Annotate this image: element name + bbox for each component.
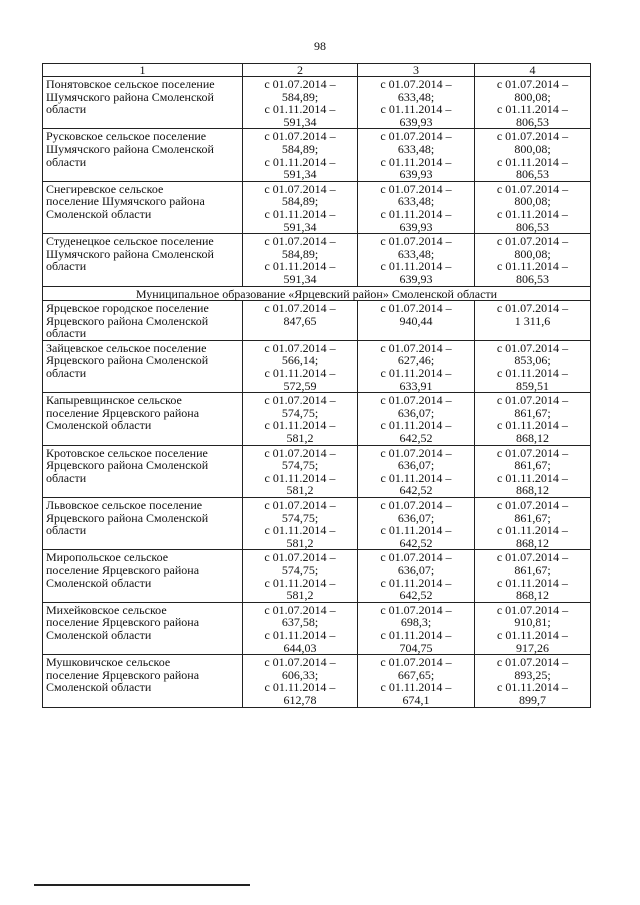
- cell-line: с 01.11.2014 –: [380, 470, 452, 485]
- cell-line: Ярцевского района Смоленской: [46, 353, 209, 368]
- settlement-name-cell: [43, 234, 243, 286]
- tariff-table: [42, 63, 591, 708]
- value-cell-col4: [475, 181, 591, 233]
- cell-line: с 01.07.2014 –: [380, 602, 452, 617]
- cell-line: 639,93: [399, 167, 433, 182]
- cell-line: 940,44: [399, 313, 433, 328]
- column-header-1: 1: [43, 64, 243, 77]
- value-cell-col4: [475, 550, 591, 602]
- table-row: [43, 445, 591, 497]
- rows-shumyachsky: [43, 77, 591, 287]
- cell-line: с 01.07.2014 –: [496, 340, 569, 355]
- cell-line: с 01.07.2014 –: [496, 129, 569, 144]
- cell-line: 581,2: [286, 535, 314, 550]
- cell-line: 642,52: [399, 431, 433, 446]
- value-cell-col3: [358, 129, 475, 181]
- cell-line: 574,75;: [281, 562, 319, 577]
- cell-line: Кротовское сельское поселение: [46, 445, 208, 460]
- cell-line: с 01.11.2014 –: [497, 154, 568, 169]
- settlement-name-cell: [43, 129, 243, 181]
- cell-line: поселение Ярцевского района: [46, 667, 200, 682]
- cell-line: 633,48;: [397, 89, 435, 104]
- cell-line: с 01.11.2014 –: [497, 470, 568, 485]
- cell-line: Смоленской области: [46, 627, 152, 642]
- cell-line: Снегиревское сельское: [46, 181, 164, 196]
- cell-line: 612,78: [283, 692, 317, 707]
- settlement-name-cell: [43, 498, 243, 550]
- value-cell-col2: [243, 393, 358, 445]
- cell-line: с 01.11.2014 –: [264, 418, 336, 433]
- cell-line: с 01.11.2014 –: [497, 418, 568, 433]
- cell-line: 581,2: [286, 588, 314, 603]
- value-cell-col2: [243, 498, 358, 550]
- cell-line: 806,53: [516, 114, 549, 129]
- cell-line: Ярцевское городское поселение: [46, 301, 209, 316]
- cell-line: с 01.11.2014 –: [380, 523, 452, 538]
- cell-line: 800,08;: [514, 89, 551, 104]
- cell-line: с 01.11.2014 –: [497, 575, 568, 590]
- value-cell-col3: [358, 445, 475, 497]
- cell-line: Студенецкое сельское поселение: [46, 234, 214, 249]
- cell-line: 584,89;: [281, 246, 319, 261]
- cell-line: 868,12: [516, 431, 549, 446]
- value-cell-col3: [358, 393, 475, 445]
- cell-line: 806,53: [516, 271, 549, 286]
- cell-line: Смоленской области: [46, 418, 152, 433]
- value-cell-col2: [243, 655, 358, 707]
- cell-line: с 01.11.2014 –: [264, 366, 336, 381]
- cell-line: Ярцевского района Смоленской: [46, 313, 209, 328]
- cell-line: 584,89;: [281, 194, 319, 209]
- cell-line: с 01.07.2014 –: [496, 602, 569, 617]
- cell-line: 698,3;: [400, 615, 432, 630]
- cell-line: поселение Ярцевского района: [46, 562, 200, 577]
- cell-line: 574,75;: [281, 405, 319, 420]
- cell-line: с 01.07.2014 –: [264, 393, 336, 408]
- cell-line: 584,89;: [281, 89, 319, 104]
- cell-line: с 01.07.2014 –: [264, 301, 336, 316]
- cell-line: 800,08;: [514, 141, 551, 156]
- page-number: 98: [314, 39, 326, 53]
- cell-line: 899,7: [519, 692, 546, 707]
- cell-line: 674,1: [402, 692, 430, 707]
- cell-line: 642,52: [399, 535, 433, 550]
- column-header-3: 3: [358, 64, 475, 77]
- cell-line: 868,12: [516, 588, 549, 603]
- cell-line: области: [46, 326, 87, 341]
- value-cell-col4: [475, 655, 591, 707]
- cell-line: Русковское сельское поселение: [46, 129, 207, 144]
- settlement-name-cell: [43, 393, 243, 445]
- section-header: Муниципальное образование «Ярцевский район» Смоленской области: [43, 286, 591, 301]
- value-cell-col2: [243, 340, 358, 392]
- cell-line: с 01.07.2014 –: [264, 655, 336, 670]
- cell-line: с 01.07.2014 –: [380, 234, 452, 249]
- settlement-name-cell: [43, 340, 243, 392]
- cell-line: 591,34: [283, 114, 317, 129]
- cell-line: с 01.07.2014 –: [496, 301, 569, 316]
- cell-line: с 01.11.2014 –: [380, 418, 452, 433]
- value-cell-col4: [475, 445, 591, 497]
- cell-line: с 01.11.2014 –: [497, 102, 568, 117]
- cell-line: с 01.07.2014 –: [264, 181, 336, 196]
- cell-line: с 01.07.2014 –: [264, 129, 336, 144]
- cell-line: 642,52: [399, 588, 433, 603]
- cell-line: с 01.07.2014 –: [380, 445, 452, 460]
- settlement-name-cell: [43, 77, 243, 129]
- value-cell-col4: [475, 234, 591, 286]
- cell-line: с 01.11.2014 –: [497, 680, 568, 695]
- cell-line: с 01.11.2014 –: [497, 523, 568, 538]
- cell-line: с 01.07.2014 –: [496, 498, 569, 512]
- cell-line: с 01.07.2014 –: [380, 655, 452, 670]
- table-row: [43, 602, 591, 654]
- cell-line: с 01.11.2014 –: [264, 627, 336, 642]
- value-cell-col2: [243, 550, 358, 602]
- cell-line: 606,33;: [281, 667, 319, 682]
- cell-line: 861,67;: [514, 405, 551, 420]
- rows-yartsevsky: [43, 301, 591, 707]
- cell-line: 627,46;: [397, 353, 435, 368]
- cell-line: с 01.11.2014 –: [497, 206, 568, 221]
- cell-line: с 01.07.2014 –: [380, 77, 452, 91]
- cell-line: Смоленской области: [46, 575, 152, 590]
- cell-line: 636,07;: [397, 510, 435, 525]
- cell-line: 572,59: [283, 378, 317, 393]
- settlement-name-cell: [43, 550, 243, 602]
- cell-line: с 01.07.2014 –: [496, 550, 569, 565]
- cell-line: Шумячского района Смоленской: [46, 89, 214, 104]
- cell-line: с 01.07.2014 –: [264, 445, 336, 460]
- cell-line: с 01.11.2014 –: [380, 627, 452, 642]
- cell-line: области: [46, 366, 87, 381]
- cell-line: 806,53: [516, 219, 549, 234]
- cell-line: области: [46, 102, 87, 117]
- cell-line: 868,12: [516, 483, 549, 498]
- value-cell-col4: [475, 498, 591, 550]
- cell-line: 591,34: [283, 219, 317, 234]
- value-cell-col4: [475, 129, 591, 181]
- cell-line: Шумячского района Смоленской: [46, 141, 214, 156]
- cell-line: поселение Шумячского района: [46, 194, 205, 209]
- cell-line: 591,34: [283, 271, 317, 286]
- cell-line: с 01.11.2014 –: [264, 680, 336, 695]
- cell-line: Понятовское сельское поселение: [46, 77, 215, 91]
- cell-line: с 01.11.2014 –: [380, 575, 452, 590]
- cell-line: 644,03: [283, 640, 317, 655]
- cell-line: 639,93: [399, 219, 433, 234]
- table-row: [43, 498, 591, 550]
- cell-line: с 01.07.2014 –: [380, 301, 452, 316]
- cell-line: 636,07;: [397, 405, 435, 420]
- value-cell-col3: [358, 77, 475, 129]
- cell-line: 704,75: [399, 640, 433, 655]
- cell-line: 636,07;: [397, 562, 435, 577]
- value-cell-col2: [243, 77, 358, 129]
- cell-line: 633,91: [399, 378, 433, 393]
- cell-line: с 01.11.2014 –: [380, 154, 452, 169]
- cell-line: Капыревщинское сельское: [46, 393, 182, 408]
- cell-line: Ярцевского района Смоленской: [46, 458, 209, 473]
- cell-line: с 01.11.2014 –: [380, 366, 452, 381]
- cell-line: с 01.07.2014 –: [496, 181, 569, 196]
- cell-line: области: [46, 259, 87, 274]
- cell-line: с 01.11.2014 –: [380, 206, 452, 221]
- settlement-name-cell: [43, 655, 243, 707]
- column-header-4: 4: [475, 64, 591, 77]
- table-row: [43, 340, 591, 392]
- cell-line: 806,53: [516, 167, 549, 182]
- cell-line: Львовское сельское поселение: [46, 498, 203, 512]
- cell-line: 917,26: [516, 640, 549, 655]
- settlement-name-cell: [43, 602, 243, 654]
- column-number-row: [43, 64, 591, 77]
- cell-line: с 01.11.2014 –: [380, 102, 452, 117]
- value-cell-col2: [243, 129, 358, 181]
- cell-line: Зайцевское сельское поселение: [46, 340, 207, 355]
- cell-line: с 01.07.2014 –: [496, 655, 569, 670]
- value-cell-col2: [243, 445, 358, 497]
- cell-line: с 01.11.2014 –: [264, 523, 336, 538]
- cell-line: с 01.07.2014 –: [380, 181, 452, 196]
- cell-line: 581,2: [286, 431, 314, 446]
- table-row: [43, 129, 591, 181]
- cell-line: 633,48;: [397, 246, 435, 261]
- cell-line: 637,58;: [281, 615, 319, 630]
- cell-line: 566,14;: [281, 353, 319, 368]
- cell-line: с 01.07.2014 –: [380, 550, 452, 565]
- cell-line: 584,89;: [281, 141, 319, 156]
- cell-line: с 01.11.2014 –: [264, 575, 336, 590]
- value-cell-col3: [358, 602, 475, 654]
- cell-line: с 01.07.2014 –: [496, 445, 569, 460]
- cell-line: 800,08;: [514, 246, 551, 261]
- value-cell-col3: [358, 234, 475, 286]
- cell-line: 859,51: [516, 378, 549, 393]
- column-header-2: 2: [243, 64, 358, 77]
- table-row: [43, 77, 591, 129]
- cell-line: 910,81;: [514, 615, 551, 630]
- value-cell-col3: [358, 181, 475, 233]
- section-header-row: [43, 286, 591, 301]
- cell-line: с 01.07.2014 –: [264, 340, 336, 355]
- cell-line: поселение Ярцевского района: [46, 615, 200, 630]
- cell-line: области: [46, 154, 87, 169]
- cell-line: 861,67;: [514, 510, 551, 525]
- cell-line: 667,65;: [397, 667, 435, 682]
- cell-line: с 01.07.2014 –: [496, 77, 569, 91]
- cell-line: с 01.07.2014 –: [264, 234, 336, 249]
- settlement-name-cell: [43, 445, 243, 497]
- cell-line: 574,75;: [281, 458, 319, 473]
- value-cell-col2: [243, 602, 358, 654]
- value-cell-col3: [358, 301, 475, 341]
- table-row: [43, 234, 591, 286]
- cell-line: с 01.11.2014 –: [380, 680, 452, 695]
- cell-line: с 01.11.2014 –: [264, 470, 336, 485]
- cell-line: 847,65: [283, 313, 317, 328]
- value-cell-col3: [358, 340, 475, 392]
- table-row: [43, 655, 591, 707]
- cell-line: 636,07;: [397, 458, 435, 473]
- cell-line: с 01.11.2014 –: [264, 206, 336, 221]
- cell-line: Михейковское сельское: [46, 602, 167, 617]
- value-cell-col3: [358, 498, 475, 550]
- cell-line: с 01.11.2014 –: [497, 259, 568, 274]
- cell-line: Смоленской области: [46, 206, 152, 221]
- cell-line: с 01.07.2014 –: [264, 550, 336, 565]
- cell-line: 868,12: [516, 535, 549, 550]
- table-row: [43, 393, 591, 445]
- cell-line: с 01.11.2014 –: [264, 154, 336, 169]
- cell-line: Шумячского района Смоленской: [46, 246, 214, 261]
- value-cell-col2: [243, 181, 358, 233]
- cell-line: с 01.07.2014 –: [380, 129, 452, 144]
- cell-line: 581,2: [286, 483, 314, 498]
- table-row: [43, 550, 591, 602]
- value-cell-col4: [475, 77, 591, 129]
- cell-line: области: [46, 470, 87, 485]
- value-cell-col3: [358, 655, 475, 707]
- value-cell-col2: [243, 301, 358, 341]
- value-cell-col2: [243, 234, 358, 286]
- cell-line: 639,93: [399, 271, 433, 286]
- cell-line: 861,67;: [514, 458, 551, 473]
- cell-line: 1 311,6: [514, 313, 551, 328]
- cell-line: с 01.07.2014 –: [380, 393, 452, 408]
- cell-line: с 01.07.2014 –: [264, 498, 336, 512]
- cell-line: 893,25;: [514, 667, 551, 682]
- cell-line: Миропольское сельское: [46, 550, 169, 565]
- settlement-name-cell: [43, 301, 243, 341]
- cell-line: 853,06;: [514, 353, 551, 368]
- cell-line: Мушковичское сельское: [46, 655, 171, 670]
- footer-rule: [34, 884, 250, 886]
- cell-line: с 01.11.2014 –: [264, 102, 336, 117]
- cell-line: 642,52: [399, 483, 433, 498]
- cell-line: 591,34: [283, 167, 317, 182]
- cell-line: с 01.11.2014 –: [264, 259, 336, 274]
- value-cell-col3: [358, 550, 475, 602]
- value-cell-col4: [475, 340, 591, 392]
- cell-line: с 01.07.2014 –: [380, 498, 452, 512]
- cell-line: 633,48;: [397, 194, 435, 209]
- cell-line: с 01.07.2014 –: [496, 393, 569, 408]
- cell-line: Ярцевского района Смоленской: [46, 510, 209, 525]
- value-cell-col4: [475, 602, 591, 654]
- cell-line: с 01.07.2014 –: [264, 602, 336, 617]
- value-cell-col4: [475, 301, 591, 341]
- cell-line: 639,93: [399, 114, 433, 129]
- cell-line: с 01.11.2014 –: [497, 627, 568, 642]
- table-row: [43, 301, 591, 341]
- cell-line: с 01.11.2014 –: [497, 366, 568, 381]
- cell-line: 861,67;: [514, 562, 551, 577]
- table-row: [43, 181, 591, 233]
- cell-line: поселение Ярцевского района: [46, 405, 200, 420]
- cell-line: 633,48;: [397, 141, 435, 156]
- cell-line: с 01.11.2014 –: [380, 259, 452, 274]
- cell-line: с 01.07.2014 –: [264, 77, 336, 91]
- value-cell-col4: [475, 393, 591, 445]
- cell-line: области: [46, 523, 87, 538]
- settlement-name-cell: [43, 181, 243, 233]
- cell-line: с 01.07.2014 –: [380, 340, 452, 355]
- cell-line: 800,08;: [514, 194, 551, 209]
- cell-line: 574,75;: [281, 510, 319, 525]
- cell-line: с 01.07.2014 –: [496, 234, 569, 249]
- cell-line: Смоленской области: [46, 680, 152, 695]
